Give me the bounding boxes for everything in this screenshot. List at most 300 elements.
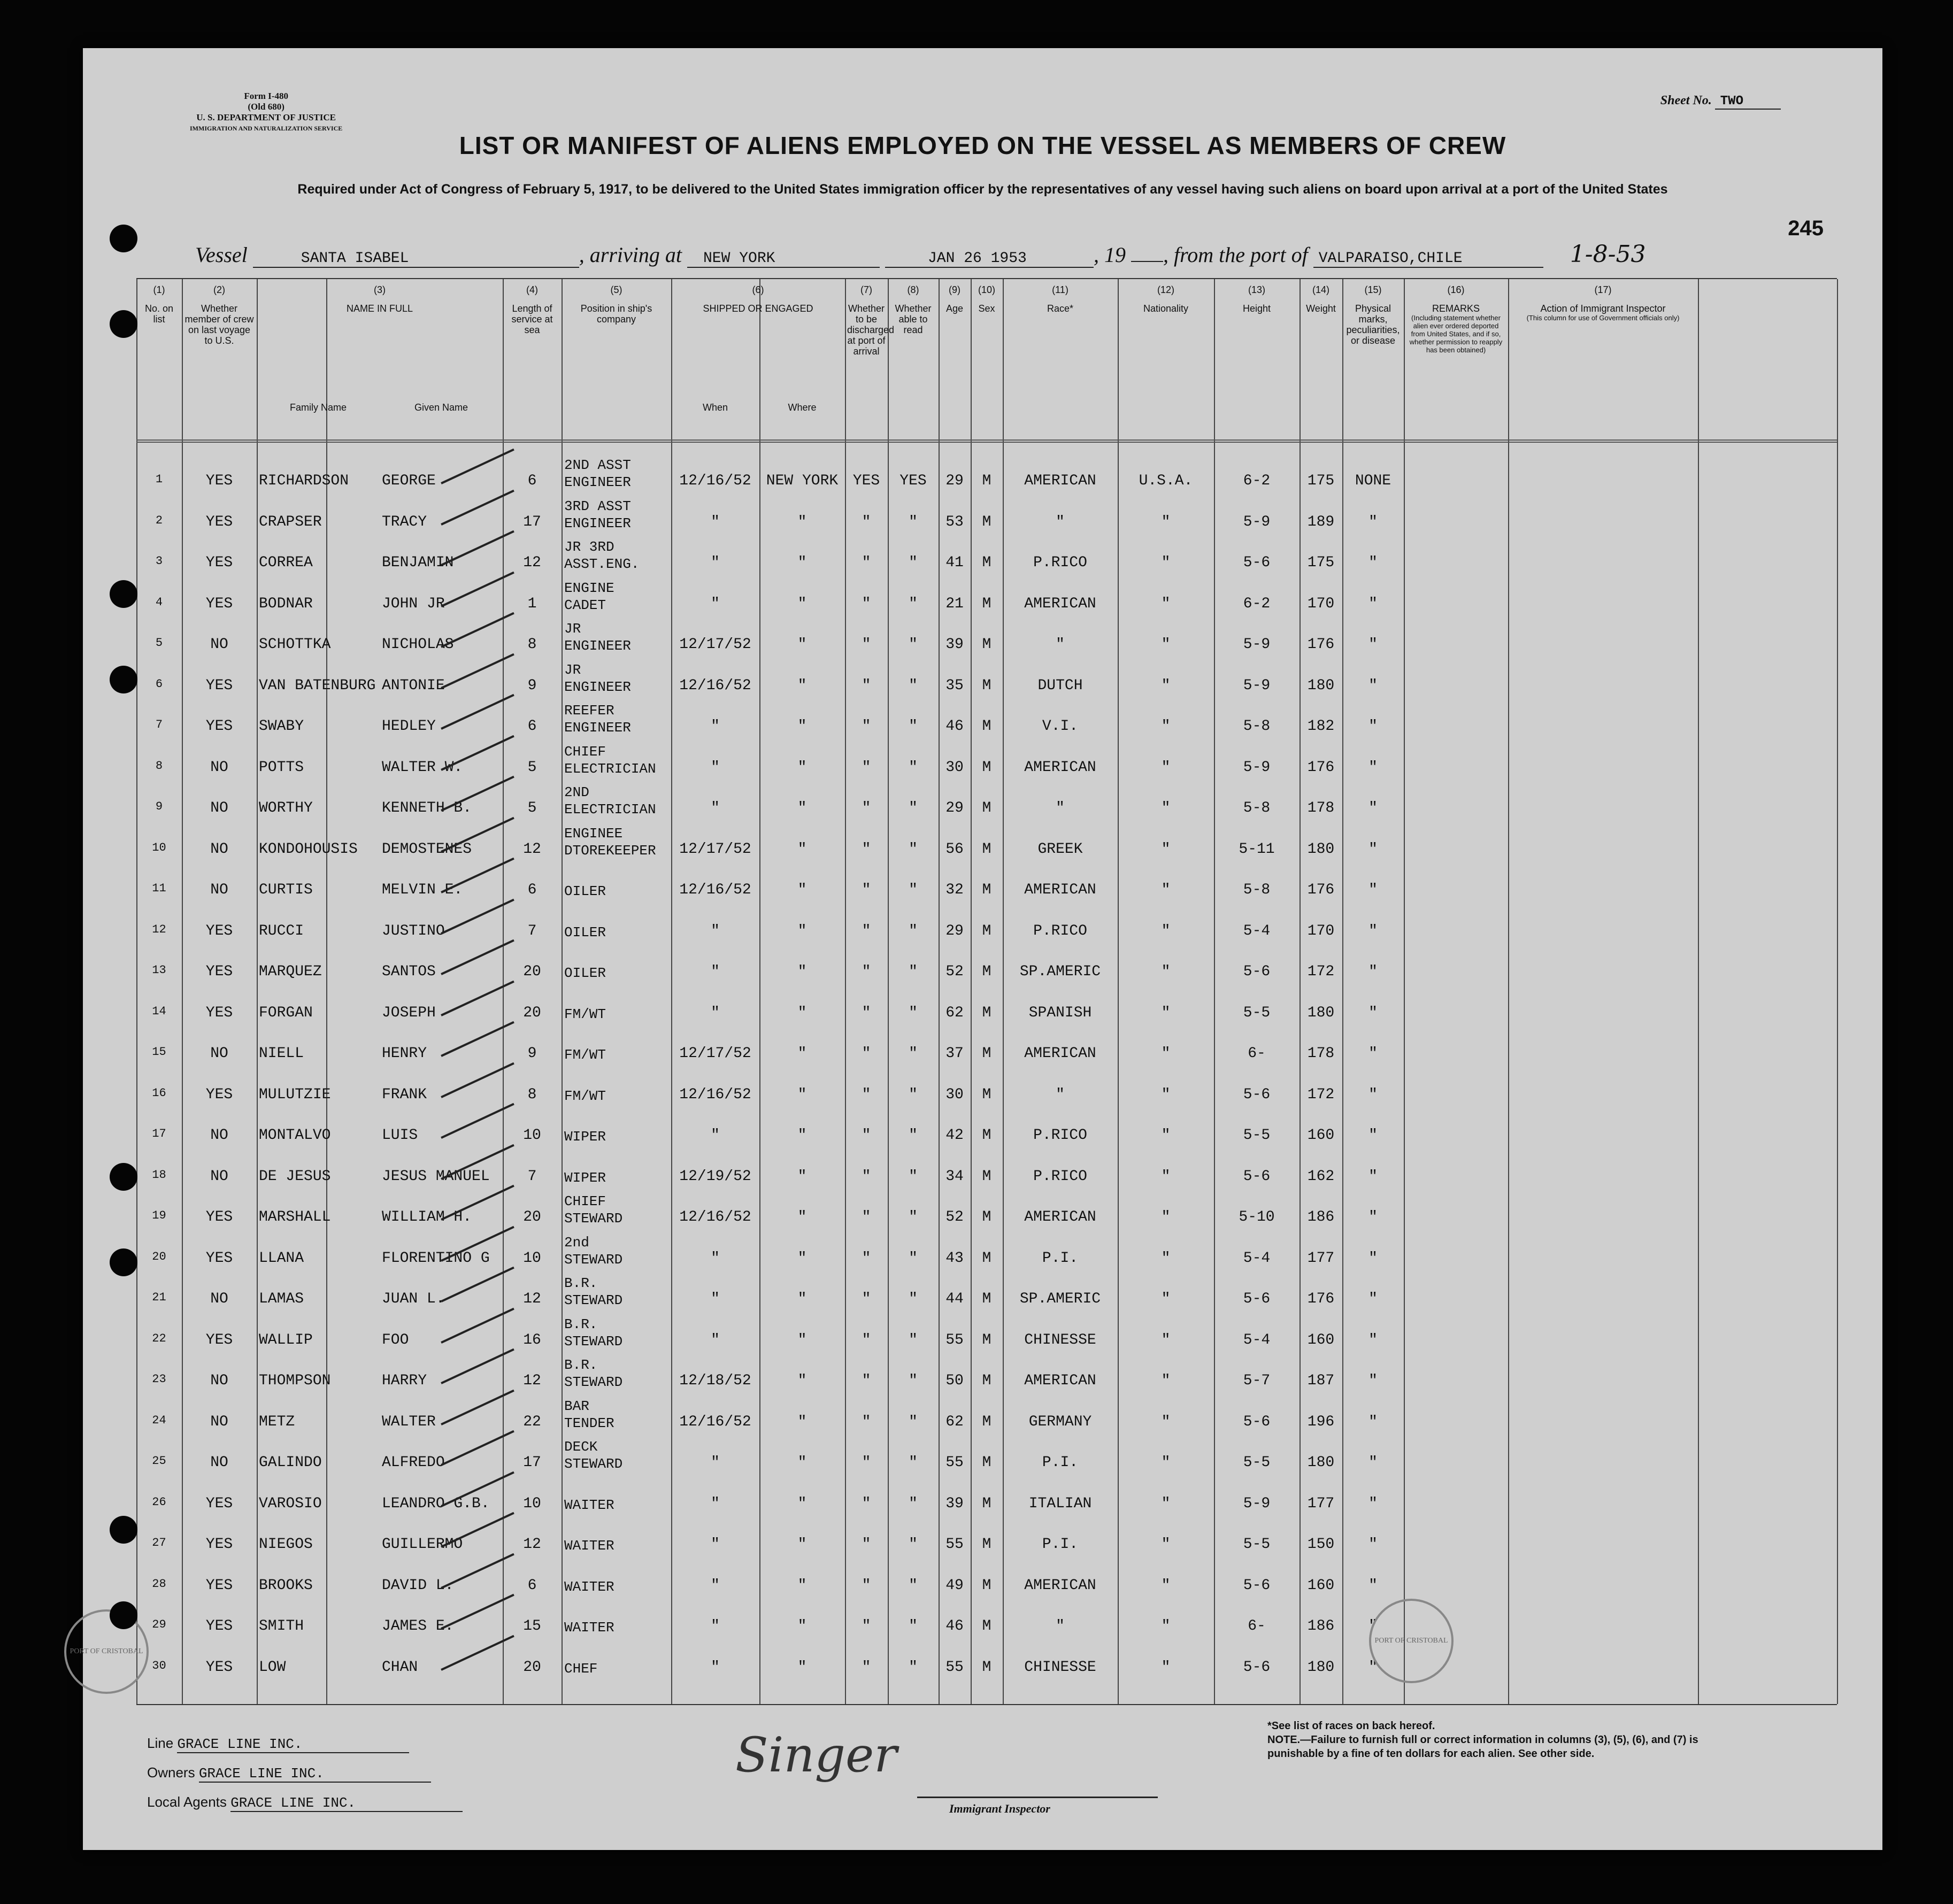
position-line: ELECTRICIAN — [564, 760, 656, 777]
cell-when: " — [711, 718, 720, 735]
cell-given: WILLIAM H. — [382, 1209, 472, 1225]
cell-nationality: U.S.A. — [1139, 473, 1193, 489]
cell-where: " — [797, 1291, 807, 1307]
cell-race: SP.AMERIC — [1019, 963, 1101, 980]
cell-marks: " — [1368, 1127, 1378, 1144]
cell-nationality: " — [1161, 554, 1171, 571]
cell-marks: " — [1368, 677, 1378, 694]
cell-read: " — [909, 554, 918, 571]
cell-marks: " — [1368, 1577, 1378, 1594]
position-line: STEWARD — [564, 1292, 623, 1308]
column-header — [1005, 284, 1116, 314]
position-line: ENGINEER — [564, 515, 631, 531]
cell-age: 55 — [945, 1454, 964, 1471]
position-line: CHEF — [564, 1660, 598, 1677]
column-divider — [1003, 279, 1004, 1704]
port-stamp-right: PORT OF CRISTOBAL — [1369, 1599, 1454, 1683]
cell-when: 12/16/52 — [679, 882, 751, 898]
cell-age: 49 — [945, 1577, 964, 1594]
cell-age: 29 — [945, 473, 964, 489]
position-line: ASST.ENG. — [564, 556, 640, 572]
column-header — [505, 284, 559, 335]
cell-height: 5-6 — [1243, 554, 1271, 571]
cell-race: CHINESSE — [1024, 1331, 1096, 1348]
cell-age: 62 — [945, 1004, 964, 1021]
column-label: Race* — [1047, 303, 1074, 314]
form-old-number: (Old 680) — [248, 102, 285, 112]
cell-given: ANTONIE — [382, 677, 445, 694]
cell-read: " — [909, 1127, 918, 1144]
arrival-date-stamp: JAN 26 1953 — [885, 250, 1094, 268]
cell-read: " — [909, 1086, 918, 1103]
cell-height: 5-8 — [1243, 800, 1271, 816]
cell-where: " — [797, 636, 807, 653]
cell-discharged: " — [862, 595, 871, 612]
cell-nationality: " — [1161, 1373, 1171, 1389]
cell-service: 16 — [523, 1331, 541, 1348]
arriving-label: , arriving at — [579, 243, 682, 267]
cell-when: " — [711, 1577, 720, 1594]
cell-prev: YES — [205, 1250, 233, 1267]
cell-discharged: " — [862, 1004, 871, 1021]
document-title: LIST OR MANIFEST OF ALIENS EMPLOYED ON THE VESSEL AS MEMBERS OF CREW — [459, 132, 1506, 159]
cell-family: MARQUEZ — [259, 963, 322, 980]
cell-nationality: " — [1161, 1127, 1171, 1144]
cell-service: 9 — [527, 1045, 537, 1062]
position-line — [564, 866, 606, 883]
cell-position — [564, 866, 606, 900]
cell-race: " — [1056, 800, 1065, 816]
column-note: (This column for use of Government officials only) — [1526, 314, 1680, 322]
column-divider — [503, 279, 504, 1704]
cell-service: 20 — [523, 963, 541, 980]
cell-sex: M — [982, 1659, 991, 1676]
signature-line — [917, 1797, 1158, 1798]
cell-sex: M — [982, 595, 991, 612]
cell-marks: " — [1368, 1618, 1378, 1635]
cell-height: 5-6 — [1243, 963, 1271, 980]
column-note: (Including statement whether alien ever ordered deported from United States, and if so, whether permission to reapply has been obtained) — [1409, 314, 1503, 354]
column-divider — [671, 279, 672, 1704]
column-header — [259, 284, 501, 314]
cell-marks: " — [1368, 1168, 1378, 1185]
cell-weight: 187 — [1307, 1373, 1335, 1389]
column-number: (17) — [1594, 284, 1612, 295]
cell-weight: 172 — [1307, 963, 1335, 980]
column-number: (2) — [213, 284, 225, 295]
cell-discharged: " — [862, 1454, 871, 1471]
cell-sex: M — [982, 1168, 991, 1185]
column-number: (10) — [978, 284, 995, 295]
position-line: ENGINEER — [564, 474, 631, 490]
cell-prev: YES — [205, 1536, 233, 1553]
column-number: (11) — [1052, 284, 1068, 295]
cell-where: " — [797, 922, 807, 939]
cell-weight: 189 — [1307, 513, 1335, 530]
position-line: B.R. — [564, 1275, 598, 1291]
cell-height: 6- — [1248, 1618, 1266, 1635]
cell-service: 20 — [523, 1004, 541, 1021]
cell-height: 5-11 — [1239, 841, 1275, 858]
cell-weight: 160 — [1307, 1127, 1335, 1144]
position-line: FM/WT — [564, 1047, 606, 1063]
cell-position — [564, 1316, 622, 1350]
cell-where: " — [797, 1454, 807, 1471]
sheet-number — [1660, 94, 1781, 109]
cell-prev: YES — [205, 922, 233, 939]
cell-marks: " — [1368, 636, 1378, 653]
cell-weight: 160 — [1307, 1331, 1335, 1348]
cell-where: " — [797, 513, 807, 530]
cell-no: 25 — [152, 1454, 166, 1468]
cell-read: " — [909, 595, 918, 612]
cell-sex: M — [982, 922, 991, 939]
cell-height: 5-5 — [1243, 1127, 1271, 1144]
cell-sex: M — [982, 718, 991, 735]
column-label: SHIPPED OR ENGAGED — [703, 303, 813, 314]
cell-family: SCHOTTKA — [259, 636, 331, 653]
cell-prev: NO — [210, 1413, 228, 1430]
cell-discharged: " — [862, 841, 871, 858]
cell-height: 5-9 — [1243, 677, 1271, 694]
position-line — [564, 1520, 614, 1537]
cell-position — [564, 1602, 614, 1636]
cell-age: 52 — [945, 1209, 964, 1225]
cell-where: " — [797, 677, 807, 694]
cell-service: 7 — [527, 922, 537, 939]
cell-family: CORREA — [259, 554, 313, 571]
position-line: ENGINEER — [564, 720, 631, 736]
cell-race: AMERICAN — [1024, 1577, 1096, 1594]
cell-sex: M — [982, 1495, 991, 1512]
cell-weight: 160 — [1307, 1577, 1335, 1594]
cell-sex: M — [982, 513, 991, 530]
column-label: NAME IN FULL — [346, 303, 413, 314]
cell-discharged: " — [862, 1495, 871, 1512]
cell-given: JESUS MANUEL — [382, 1168, 490, 1185]
cell-sex: M — [982, 636, 991, 653]
cell-discharged: " — [862, 759, 871, 776]
cell-nationality: " — [1161, 1250, 1171, 1267]
cell-prev: NO — [210, 1045, 228, 1062]
cell-where: " — [797, 841, 807, 858]
inspector-signature: Singer — [735, 1727, 897, 1783]
column-divider — [562, 279, 563, 1704]
cell-age: 34 — [945, 1168, 964, 1185]
cell-discharged: " — [862, 1045, 871, 1062]
column-divider — [1837, 279, 1838, 1704]
cell-height: 6-2 — [1243, 473, 1271, 489]
cell-no: 26 — [152, 1495, 166, 1509]
cell-read: " — [909, 513, 918, 530]
voyage-line — [195, 241, 1646, 268]
cell-race: P.I. — [1042, 1454, 1079, 1471]
position-line: OILER — [564, 924, 606, 941]
cell-nationality: " — [1161, 1045, 1171, 1062]
cell-marks: " — [1368, 1536, 1378, 1553]
cell-marks: " — [1368, 1331, 1378, 1348]
cell-family: POTTS — [259, 759, 304, 776]
position-line: OILER — [564, 965, 606, 981]
punch-hole — [110, 1163, 137, 1191]
position-line — [564, 907, 606, 924]
cell-prev: NO — [210, 1168, 228, 1185]
cell-prev: NO — [210, 1454, 228, 1471]
cell-race: AMERICAN — [1024, 882, 1096, 898]
cell-when: " — [711, 922, 720, 939]
column-number: (13) — [1248, 284, 1265, 295]
cell-position — [564, 580, 614, 614]
column-divider — [1118, 279, 1119, 1704]
position-line: CHIEF — [564, 1193, 606, 1209]
vessel-name: SANTA ISABEL — [253, 250, 579, 268]
position-line — [564, 947, 606, 965]
cell-height: 5-4 — [1243, 922, 1271, 939]
column-subheader: Given Name — [414, 402, 468, 413]
column-label: Age — [945, 303, 964, 314]
cell-age: 55 — [945, 1331, 964, 1348]
races-note: *See list of races on back hereof. — [1267, 1720, 1435, 1732]
crew-table — [136, 278, 1837, 1705]
cell-nationality: " — [1161, 1168, 1171, 1185]
position-line: 2ND ASST — [564, 457, 631, 473]
cell-when: " — [711, 1618, 720, 1635]
cell-read: " — [909, 800, 918, 816]
cell-marks: " — [1368, 1086, 1378, 1103]
column-number: (1) — [153, 284, 165, 295]
position-line: STEWARD — [564, 1211, 623, 1227]
cell-given: LEANDRO G.B. — [382, 1495, 490, 1512]
cell-age: 29 — [945, 800, 964, 816]
column-label: Position in ship's company — [580, 303, 652, 325]
line-label: Line — [147, 1735, 174, 1751]
cell-age: 21 — [945, 595, 964, 612]
cell-discharged: " — [862, 718, 871, 735]
cell-race: " — [1056, 1618, 1065, 1635]
page-number: 245 — [1788, 217, 1824, 240]
cell-where: " — [797, 1373, 807, 1389]
cell-when: " — [711, 1291, 720, 1307]
cell-when: 12/16/52 — [679, 1086, 751, 1103]
column-number: (4) — [526, 284, 538, 295]
position-line: WIPER — [564, 1129, 606, 1145]
cell-service: 5 — [527, 759, 537, 776]
cell-position — [564, 825, 656, 859]
cell-marks: " — [1368, 1373, 1378, 1389]
cell-nationality: " — [1161, 841, 1171, 858]
cell-no: 3 — [155, 554, 163, 568]
column-label: No. on list — [144, 303, 174, 325]
position-line — [564, 1070, 606, 1088]
cell-nationality: " — [1161, 1577, 1171, 1594]
cell-no: 24 — [152, 1413, 166, 1427]
cell-prev: YES — [205, 554, 233, 571]
cell-position — [564, 620, 631, 654]
cell-read: " — [909, 1250, 918, 1267]
cell-discharged: " — [862, 554, 871, 571]
cell-where: " — [797, 1413, 807, 1430]
cell-nationality: " — [1161, 1291, 1171, 1307]
cell-service: 6 — [527, 1577, 537, 1594]
position-line: WAITER — [564, 1620, 614, 1636]
cell-prev: NO — [210, 1127, 228, 1144]
cell-age: 37 — [945, 1045, 964, 1062]
cell-weight: 178 — [1307, 1045, 1335, 1062]
cell-service: 1 — [527, 595, 537, 612]
handwritten-date: 1-8-53 — [1570, 241, 1646, 268]
cell-when: " — [711, 800, 720, 816]
column-divider — [939, 279, 940, 1704]
cell-position — [564, 1029, 606, 1063]
column-header — [890, 284, 936, 335]
cell-prev: NO — [210, 636, 228, 653]
cell-weight: 175 — [1307, 554, 1335, 571]
cell-family: VAN BATENBURG — [259, 677, 376, 694]
cell-service: 12 — [523, 841, 541, 858]
cell-weight: 172 — [1307, 1086, 1335, 1103]
cell-no: 1 — [155, 473, 163, 486]
cell-prev: NO — [210, 1291, 228, 1307]
cell-prev: YES — [205, 595, 233, 612]
position-line — [564, 989, 606, 1006]
cell-when: 12/19/52 — [679, 1168, 751, 1185]
cell-race: " — [1056, 636, 1065, 653]
cell-weight: 175 — [1307, 473, 1335, 489]
cell-family: MULUTZIE — [259, 1086, 331, 1103]
cell-race: SP.AMERIC — [1019, 1291, 1101, 1307]
cell-when: " — [711, 1454, 720, 1471]
cell-weight: 170 — [1307, 595, 1335, 612]
cell-height: 5-8 — [1243, 718, 1271, 735]
cell-when: 12/16/52 — [679, 1209, 751, 1225]
cell-given: ALFREDO — [382, 1454, 445, 1471]
cell-given: JAMES E. — [382, 1618, 454, 1635]
punch-hole — [110, 666, 137, 693]
cell-no: 9 — [155, 800, 163, 813]
position-line: FM/WT — [564, 1006, 606, 1022]
cell-read: " — [909, 1045, 918, 1062]
cell-when: 12/18/52 — [679, 1373, 751, 1389]
cell-read: " — [909, 1454, 918, 1471]
column-header — [1302, 284, 1340, 314]
year-label: , 19 — [1094, 243, 1126, 267]
cell-weight: 176 — [1307, 636, 1335, 653]
cell-no: 8 — [155, 759, 163, 773]
cell-no: 20 — [152, 1250, 166, 1263]
position-line: 2nd — [564, 1234, 589, 1251]
cell-marks: " — [1368, 882, 1378, 898]
cell-given: CHAN — [382, 1659, 418, 1676]
cell-no: 10 — [152, 841, 166, 854]
column-divider — [971, 279, 972, 1704]
position-line: FM/WT — [564, 1088, 606, 1104]
cell-discharged: " — [862, 677, 871, 694]
cell-family: CRAPSER — [259, 513, 322, 530]
cell-weight: 186 — [1307, 1618, 1335, 1635]
cell-discharged: " — [862, 1413, 871, 1430]
cell-read: " — [909, 1536, 918, 1553]
cell-where: " — [797, 595, 807, 612]
cell-family: NIELL — [259, 1045, 304, 1062]
column-divider — [1342, 279, 1343, 1704]
cell-nationality: " — [1161, 718, 1171, 735]
cell-discharged: " — [862, 1536, 871, 1553]
cell-age: 35 — [945, 677, 964, 694]
cell-prev: NO — [210, 759, 228, 776]
cell-age: 53 — [945, 513, 964, 530]
cell-position — [564, 1356, 622, 1391]
position-line — [564, 1643, 597, 1660]
cell-prev: YES — [205, 473, 233, 489]
cell-read: YES — [899, 473, 927, 489]
position-line: ELECTRICIAN — [564, 801, 656, 818]
cell-position — [564, 1111, 606, 1145]
cell-read: " — [909, 759, 918, 776]
cell-race: CHINESSE — [1024, 1659, 1096, 1676]
cell-discharged: " — [862, 1618, 871, 1635]
cell-read: " — [909, 1618, 918, 1635]
column-divider — [759, 279, 760, 1704]
column-header — [673, 284, 843, 314]
cell-no: 22 — [152, 1331, 166, 1345]
cell-position — [564, 1275, 622, 1309]
punch-hole — [110, 1601, 137, 1629]
sheet-value: TWO — [1715, 94, 1781, 110]
cell-sex: M — [982, 1577, 991, 1594]
cell-age: 39 — [945, 636, 964, 653]
cell-given: BENJAMIN — [382, 554, 454, 571]
cell-discharged: " — [862, 1373, 871, 1389]
cell-age: 50 — [945, 1373, 964, 1389]
cell-where: " — [797, 800, 807, 816]
cell-nationality: " — [1161, 636, 1171, 653]
cell-nationality: " — [1161, 882, 1171, 898]
cell-prev: YES — [205, 677, 233, 694]
cell-where: " — [797, 1209, 807, 1225]
column-header — [139, 284, 180, 325]
column-header — [941, 284, 968, 314]
cell-race: SPANISH — [1028, 1004, 1092, 1021]
cell-given: HEDLEY — [382, 718, 436, 735]
cell-marks: " — [1368, 1045, 1378, 1062]
cell-no: 18 — [152, 1168, 166, 1182]
cell-service: 15 — [523, 1618, 541, 1635]
line-value: GRACE LINE INC. — [177, 1736, 409, 1753]
column-header — [184, 284, 255, 346]
cell-height: 5-6 — [1243, 1168, 1271, 1185]
cell-read: " — [909, 718, 918, 735]
position-line: STEWARD — [564, 1374, 623, 1390]
punch-hole — [110, 580, 137, 608]
cell-when: " — [711, 1495, 720, 1512]
cell-given: HENRY — [382, 1045, 427, 1062]
position-line: B.R. — [564, 1357, 598, 1373]
cell-nationality: " — [1161, 1536, 1171, 1553]
cell-weight: 196 — [1307, 1413, 1335, 1430]
cell-height: 5-9 — [1243, 759, 1271, 776]
cell-weight: 180 — [1307, 1659, 1335, 1676]
position-line: OILER — [564, 883, 606, 899]
column-label: Whether to be discharged at port of arrival — [847, 303, 895, 357]
punch-hole — [110, 1248, 137, 1276]
cell-when: " — [711, 1004, 720, 1021]
cell-race: P.RICO — [1033, 1127, 1087, 1144]
cell-service: 12 — [523, 1373, 541, 1389]
cell-race: AMERICAN — [1024, 1209, 1096, 1225]
cell-read: " — [909, 922, 918, 939]
column-label: Length of service at sea — [511, 303, 553, 335]
cell-family: THOMPSON — [259, 1373, 331, 1389]
